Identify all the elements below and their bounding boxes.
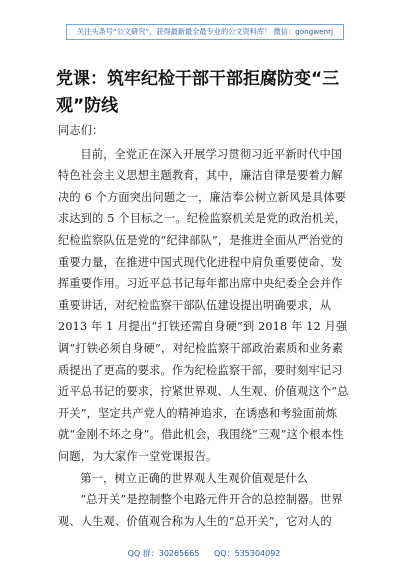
section-heading-1: 第一，树立正确的世界观人生观价值观是什么 [80, 471, 309, 485]
document-title: 党课：筑牢纪检干部干部拒腐防变“三观”防线 [56, 69, 340, 116]
greeting: 同志们： [58, 124, 104, 137]
paragraph-2: “总开关”是控制整个电路元件开合的总控制器。世界观、人生观、价值观合称为人生的“总开关”，它对人的 [58, 493, 343, 528]
document-body [58, 120, 350, 532]
footer [0, 548, 408, 559]
header-banner: 关注头条号“公文研究”，获得最新最全最专业的公文资料库！ 微信：gongwenrj [66, 24, 344, 40]
footer-qq: QQ：535304092 [214, 549, 281, 558]
paragraph-1: 目前，全党正在深入开展学习贯彻习近平新时代中国特色社会主义思想主题教育，其中，廉洁自律是要着力解决的 6 个方面突出问题之一，廉洁奉公树立新风是具体要求达到的 5 个目标之一。纪检监察机关是党的政治机关，纪检监察队伍是党的“纪律部队”，是推进全面从严治党的重要力量，在推进中国式现代化进程中肩负重要使命、发挥重要作用。习近平总书记每年都出席中央纪委全会并作重要讲话，对纪检监察干部队伍建设提出明确要求，从 2013 年 1 月提出“打铁还需自身硬”到 2018 年 12 月强调“打铁必须自身硬”，对纪检监察干部政治素质和业务素质提出了更高的要求。作为纪检监察干部，要时刻牢记习近平总书记的要求，拧紧世界观、人生观、价值观这个“总开关”，坚定共产党人的精神追求，在诱惑和考验面前炼就“金刚不坏之身”。借此机会，我围绕“三观”这个根本性问题，为大家作一堂党课报告。 [58, 147, 349, 463]
footer-qq-group: QQ 群：30265665 [127, 549, 200, 558]
